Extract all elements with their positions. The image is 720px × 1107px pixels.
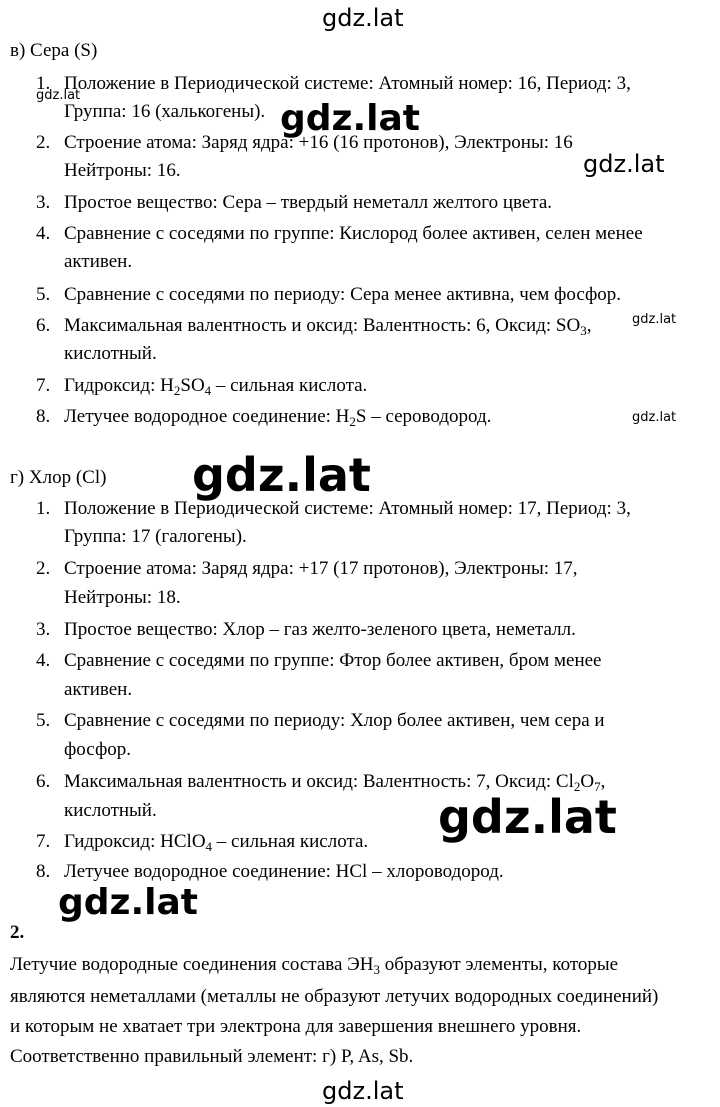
list-item-line: Летучее водородное соединение: $H_2S$ – сероводород. [64, 406, 492, 429]
list-item-line: активен. [64, 679, 133, 700]
item-number: 7. [36, 831, 51, 852]
item-number: 5. [36, 710, 51, 731]
list-item-line: Гидроксид: $H_2SO_4$ – сильная кислота. [64, 375, 368, 398]
paragraph-line: Летучие водородные соединения состава $ЭН_3$ образуют элементы, которые [10, 954, 619, 977]
list-item-line: активен. [64, 251, 133, 272]
list-item-line: Группа: 16 (халькогены). [64, 101, 266, 122]
paragraph-line: Соответственно правильный элемент: г) P, As, Sb. [10, 1046, 414, 1067]
task-number: 2. [10, 922, 25, 943]
list-item-line: Строение атома: Заряд ядра: +16 (16 протонов), Электроны: 16 [64, 132, 573, 153]
watermark-bold-1: gdz.lat [280, 98, 421, 139]
list-item-line: Положение в Периодической системе: Атомный номер: 17, Период: 3, [64, 498, 631, 519]
list-item-line: Группа: 17 (галогены). [64, 526, 247, 547]
paragraph-line: являются неметаллами (металлы не образуют летучих водородных соединений) [10, 986, 659, 1007]
list-item-line: кислотный. [64, 343, 157, 364]
list-item-line: Нейтроны: 18. [64, 587, 181, 608]
item-number: 1. [36, 498, 51, 519]
watermark-bold-4: gdz.lat [58, 882, 199, 923]
list-item-line: Простое вещество: Хлор – газ желто-зеленого цвета, неметалл. [64, 619, 576, 640]
list-item-line: Сравнение с соседями по периоду: Сера менее активна, чем фосфор. [64, 284, 622, 305]
list-item-line: Положение в Периодической системе: Атомный номер: 16, Период: 3, [64, 73, 631, 94]
watermark-bottom: gdz.lat [322, 1077, 404, 1105]
item-number: 4. [36, 650, 51, 671]
list-item-line: кислотный. [64, 800, 157, 821]
list-item-line: Гидроксид: HClO$_4$ – сильная кислота. [64, 831, 369, 854]
list-item-line: Сравнение с соседями по группе: Фтор более активен, бром менее [64, 650, 602, 671]
list-item-line: Сравнение с соседями по периоду: Хлор более активен, чем сера и [64, 710, 605, 731]
watermark-small-2: gdz.lat [632, 312, 677, 327]
section-heading-sulfur: в) Сера (S) [10, 40, 98, 61]
watermark-big-2: gdz.lat [192, 448, 371, 502]
section-heading-chlorine: г) Хлор (Cl) [10, 467, 107, 488]
list-item-line: Строение атома: Заряд ядра: +17 (17 протонов), Электроны: 17, [64, 558, 578, 579]
item-number: 2. [36, 132, 51, 153]
item-number: 6. [36, 771, 51, 792]
watermark-right-1: gdz.lat [583, 150, 665, 178]
paragraph-line: и которым не хватает три электрона для завершения внешнего уровня. [10, 1016, 582, 1037]
list-item-line: Максимальная валентность и оксид: Валентность: 6, Оксид: $SO_3$, [64, 315, 592, 338]
item-number: 6. [36, 315, 51, 336]
item-number: 4. [36, 223, 51, 244]
item-number: 8. [36, 861, 51, 882]
list-item-line: Нейтроны: 16. [64, 160, 181, 181]
list-item-line: Простое вещество: Сера – твердый неметалл желтого цвета. [64, 192, 552, 213]
watermark-small-3: gdz.lat [632, 410, 677, 425]
list-item-line: фосфор. [64, 739, 132, 760]
watermark-top: gdz.lat [322, 4, 404, 32]
item-number: 1. [36, 73, 51, 94]
item-number: 2. [36, 558, 51, 579]
list-item-line: Максимальная валентность и оксид: Валентность: 7, Оксид: $Cl_2O_7$, [64, 771, 606, 794]
item-number: 3. [36, 619, 51, 640]
list-item-line: Сравнение с соседями по группе: Кислород более активен, селен менее [64, 223, 643, 244]
list-item-line: Летучее водородное соединение: HCl – хлороводород. [64, 861, 504, 882]
item-number: 7. [36, 375, 51, 396]
watermark-small-1: gdz.lat [36, 88, 81, 103]
item-number: 5. [36, 284, 51, 305]
item-number: 8. [36, 406, 51, 427]
watermark-big-3: gdz.lat [438, 790, 617, 844]
item-number: 3. [36, 192, 51, 213]
